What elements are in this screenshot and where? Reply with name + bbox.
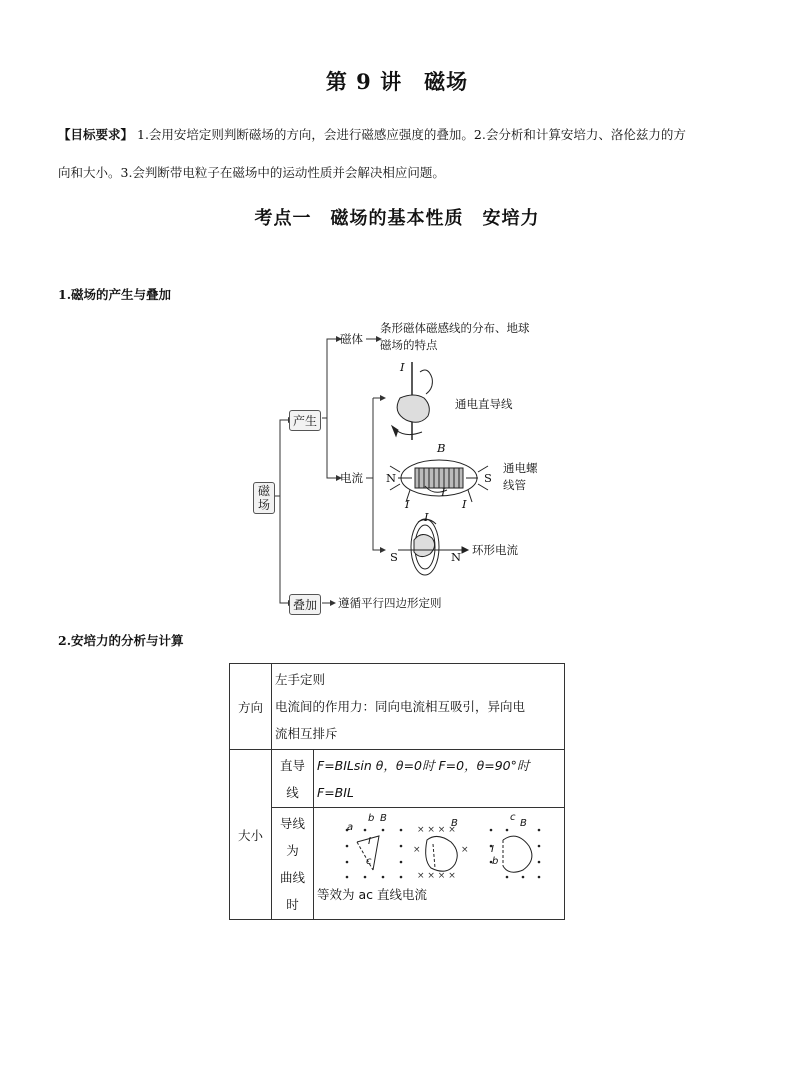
svg-text:× × × ×: × × × × xyxy=(417,824,456,835)
fig1-label-c: c xyxy=(366,856,372,867)
sym-b-solenoid: B xyxy=(437,441,446,455)
direction-line-2: 电流间的作用力：同向电流相互吸引，异向电 xyxy=(275,699,526,714)
sym-n-ring: N xyxy=(451,550,462,564)
formula-line-2: F=BIL xyxy=(317,784,354,800)
sym-i-solenoid-mid: I xyxy=(441,485,446,499)
cell-curve-label xyxy=(272,808,314,920)
tree-magnet-desc-2: 磁场的特点 xyxy=(380,338,438,352)
fig3-label-b: b xyxy=(492,856,499,867)
fig3-label-c: c xyxy=(510,812,516,823)
tree-superpose-desc: 遵循平行四边形定则 xyxy=(338,596,442,610)
solenoid-figure xyxy=(390,460,488,502)
equiv-text: 等效为 ac 直线电流 xyxy=(317,886,427,902)
subheading-2: 2.安培力的分析与计算 xyxy=(58,633,184,648)
tree-produce-box: 产生 xyxy=(289,410,321,431)
svg-text:×: × xyxy=(413,844,421,855)
sym-n-solenoid: N xyxy=(386,471,397,485)
curve-label-3: 曲线 xyxy=(279,869,305,885)
fig2-label-B: B xyxy=(451,818,458,829)
curve-label-2: 为 xyxy=(286,842,299,858)
sym-i-straight: I xyxy=(400,360,405,374)
tree-root-box xyxy=(253,482,275,514)
goal-line-2: 向和大小。3.会判断带电粒子在磁场中的运动性质并会解决相应问题。 xyxy=(58,165,445,180)
tree-magnet-label: 磁体 xyxy=(340,332,363,346)
cell-straight-label xyxy=(272,750,314,808)
tree-superpose-box: 叠加 xyxy=(289,594,321,615)
fig1-label-b: b xyxy=(368,813,375,824)
sym-s-ring: S xyxy=(390,550,398,564)
formula-line-1: F=BILsin θ，θ=0时 F=0，θ=90°时 xyxy=(317,757,530,773)
subheading-1: 1.磁场的产生与叠加 xyxy=(58,287,172,302)
svg-text:× × × ×: × × × × xyxy=(417,870,456,881)
tree-current-label: 电流 xyxy=(340,471,363,485)
cell-direction-content xyxy=(272,664,565,750)
fig3-label-I: I xyxy=(491,844,494,855)
straight-label-1: 直导 xyxy=(279,757,305,773)
tree-magnet-desc-1: 条形磁体磁感线的分布、地球 xyxy=(380,321,530,335)
fig1-label-a: a xyxy=(347,822,354,833)
ampere-force-table xyxy=(229,663,565,920)
cell-straight-formula xyxy=(314,750,565,808)
curve-label-4: 时 xyxy=(286,896,299,912)
tree-solenoid-label-2: 线管 xyxy=(503,478,526,492)
sym-i-solenoid-right: I xyxy=(462,497,467,511)
sym-s-solenoid: S xyxy=(484,471,492,485)
fig1-label-I: I xyxy=(368,836,371,847)
tree-root-label: 磁场 xyxy=(257,484,270,512)
page-title: 第 9 讲 磁场 xyxy=(325,69,469,94)
goal-text-1: 1.会用安培定则判断磁场的方向，会进行磁感应强度的叠加。2.会分析和计算安培力、洛伦兹力的方 xyxy=(137,127,686,142)
cell-size-label: 大小 xyxy=(230,750,272,920)
direction-line-3: 流相互排斥 xyxy=(275,726,338,741)
cell-curve-content xyxy=(314,808,565,920)
curve-label-1: 导线 xyxy=(279,815,305,831)
ring-current-figure xyxy=(398,519,468,575)
fig1-label-B: B xyxy=(380,813,387,824)
section-heading: 考点一 磁场的基本性质 安培力 xyxy=(254,208,540,229)
tree-ring-label: 环形电流 xyxy=(472,543,518,557)
straight-wire-hand-figure xyxy=(392,362,432,440)
fig3-label-B: B xyxy=(520,818,527,829)
straight-label-2: 线 xyxy=(286,784,299,800)
tree-solenoid-label-1: 通电螺 xyxy=(503,461,538,475)
goal-tag: 【目标要求】 xyxy=(58,127,134,142)
sym-i-ring: I xyxy=(424,510,429,524)
cell-direction-label: 方向 xyxy=(230,664,272,750)
tree-straight-label: 通电直导线 xyxy=(455,397,513,411)
direction-line-1: 左手定则 xyxy=(275,672,326,687)
svg-text:×: × xyxy=(461,844,469,855)
sym-i-solenoid-left: I xyxy=(405,497,410,511)
